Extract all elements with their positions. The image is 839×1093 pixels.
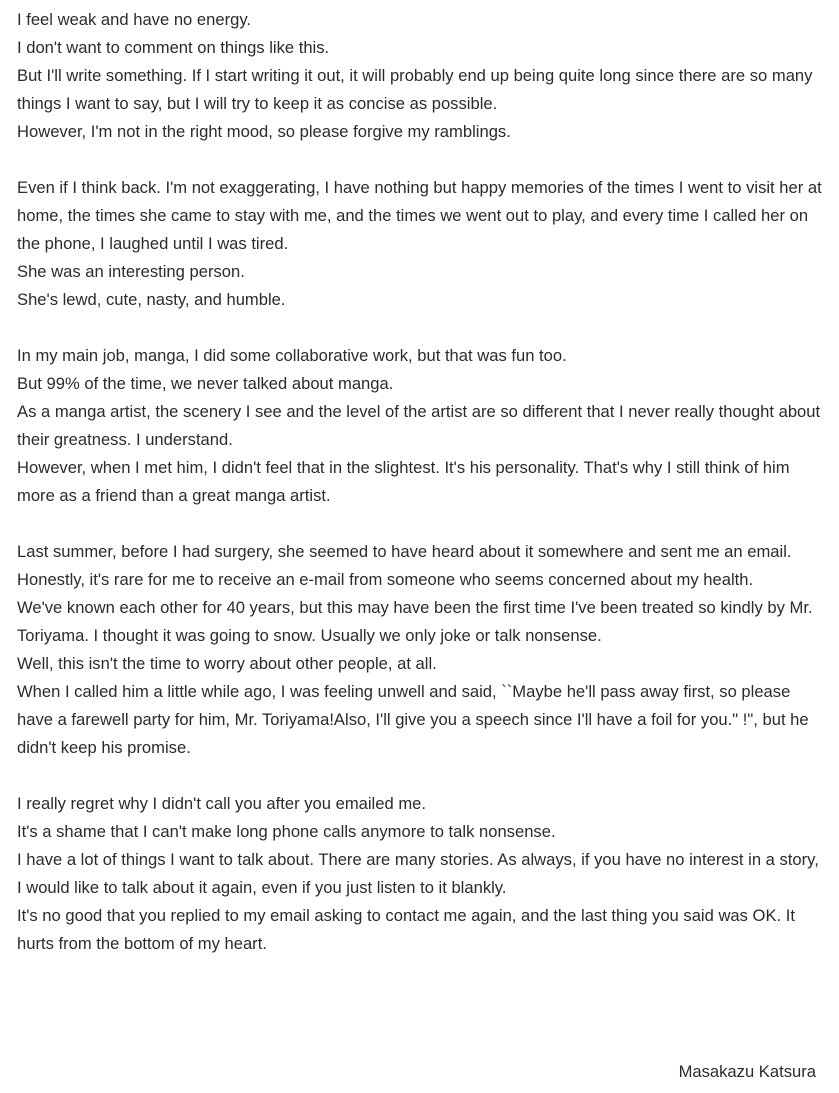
paragraph <box>17 342 827 510</box>
text-line: But 99% of the time, we never talked about manga. <box>17 374 394 393</box>
text-line: I feel weak and have no energy. <box>17 10 252 29</box>
text-line: But I'll write something. If I start writing it out, it will probably end up being quite long since there are so many things I want to say, but I will try to keep it as concise as possible. <box>17 66 813 113</box>
text-line: I don't want to comment on things like this. <box>17 38 330 57</box>
text-line: We've known each other for 40 years, but this may have been the first time I've been treated so kindly by Mr. Toriyama. I thought it was going to snow. Usually we only joke or talk nonsense. <box>17 598 813 645</box>
text-line: She was an interesting person. <box>17 262 245 281</box>
text-line: Last summer, before I had surgery, she seemed to have heard about it somewhere and sent me an email. <box>17 542 792 561</box>
text-line: She's lewd, cute, nasty, and humble. <box>17 290 286 309</box>
text-line: However, I'm not in the right mood, so please forgive my ramblings. <box>17 122 511 141</box>
text-line: Even if I think back. I'm not exaggerating, I have nothing but happy memories of the times I went to visit her at home, the times she came to stay with me, and the times we went out to play, and every time I called her on the phone, I laughed until I was tired. <box>17 178 822 253</box>
text-line: It's no good that you replied to my email asking to contact me again, and the last thing you said was OK. It hurts from the bottom of my heart. <box>17 906 795 953</box>
text-line: However, when I met him, I didn't feel that in the slightest. It's his personality. That's why I still think of him more as a friend than a great manga artist. <box>17 458 790 505</box>
paragraph <box>17 174 827 314</box>
text-line: I have a lot of things I want to talk about. There are many stories. As always, if you have no interest in a story, I would like to talk about it again, even if you just listen to it blankly. <box>17 850 819 897</box>
paragraph <box>17 6 827 146</box>
paragraph <box>17 538 827 762</box>
text-line: Honestly, it's rare for me to receive an e-mail from someone who seems concerned about my health. <box>17 570 754 589</box>
paragraph <box>17 790 827 958</box>
signature: Masakazu Katsura <box>678 1062 816 1081</box>
letter-body <box>17 6 827 986</box>
text-line: When I called him a little while ago, I was feeling unwell and said, ``Maybe he'll pass away first, so please have a farewell party for him, Mr. Toriyama!Also, I'll give you a speech since I'll have a foil for you." !", but he didn't keep his promise. <box>17 682 809 757</box>
text-line: It's a shame that I can't make long phone calls anymore to talk nonsense. <box>17 822 556 841</box>
text-line: In my main job, manga, I did some collaborative work, but that was fun too. <box>17 346 567 365</box>
text-line: I really regret why I didn't call you after you emailed me. <box>17 794 426 813</box>
text-line: As a manga artist, the scenery I see and the level of the artist are so different that I never really thought about their greatness. I understand. <box>17 402 821 449</box>
text-line: Well, this isn't the time to worry about other people, at all. <box>17 654 437 673</box>
